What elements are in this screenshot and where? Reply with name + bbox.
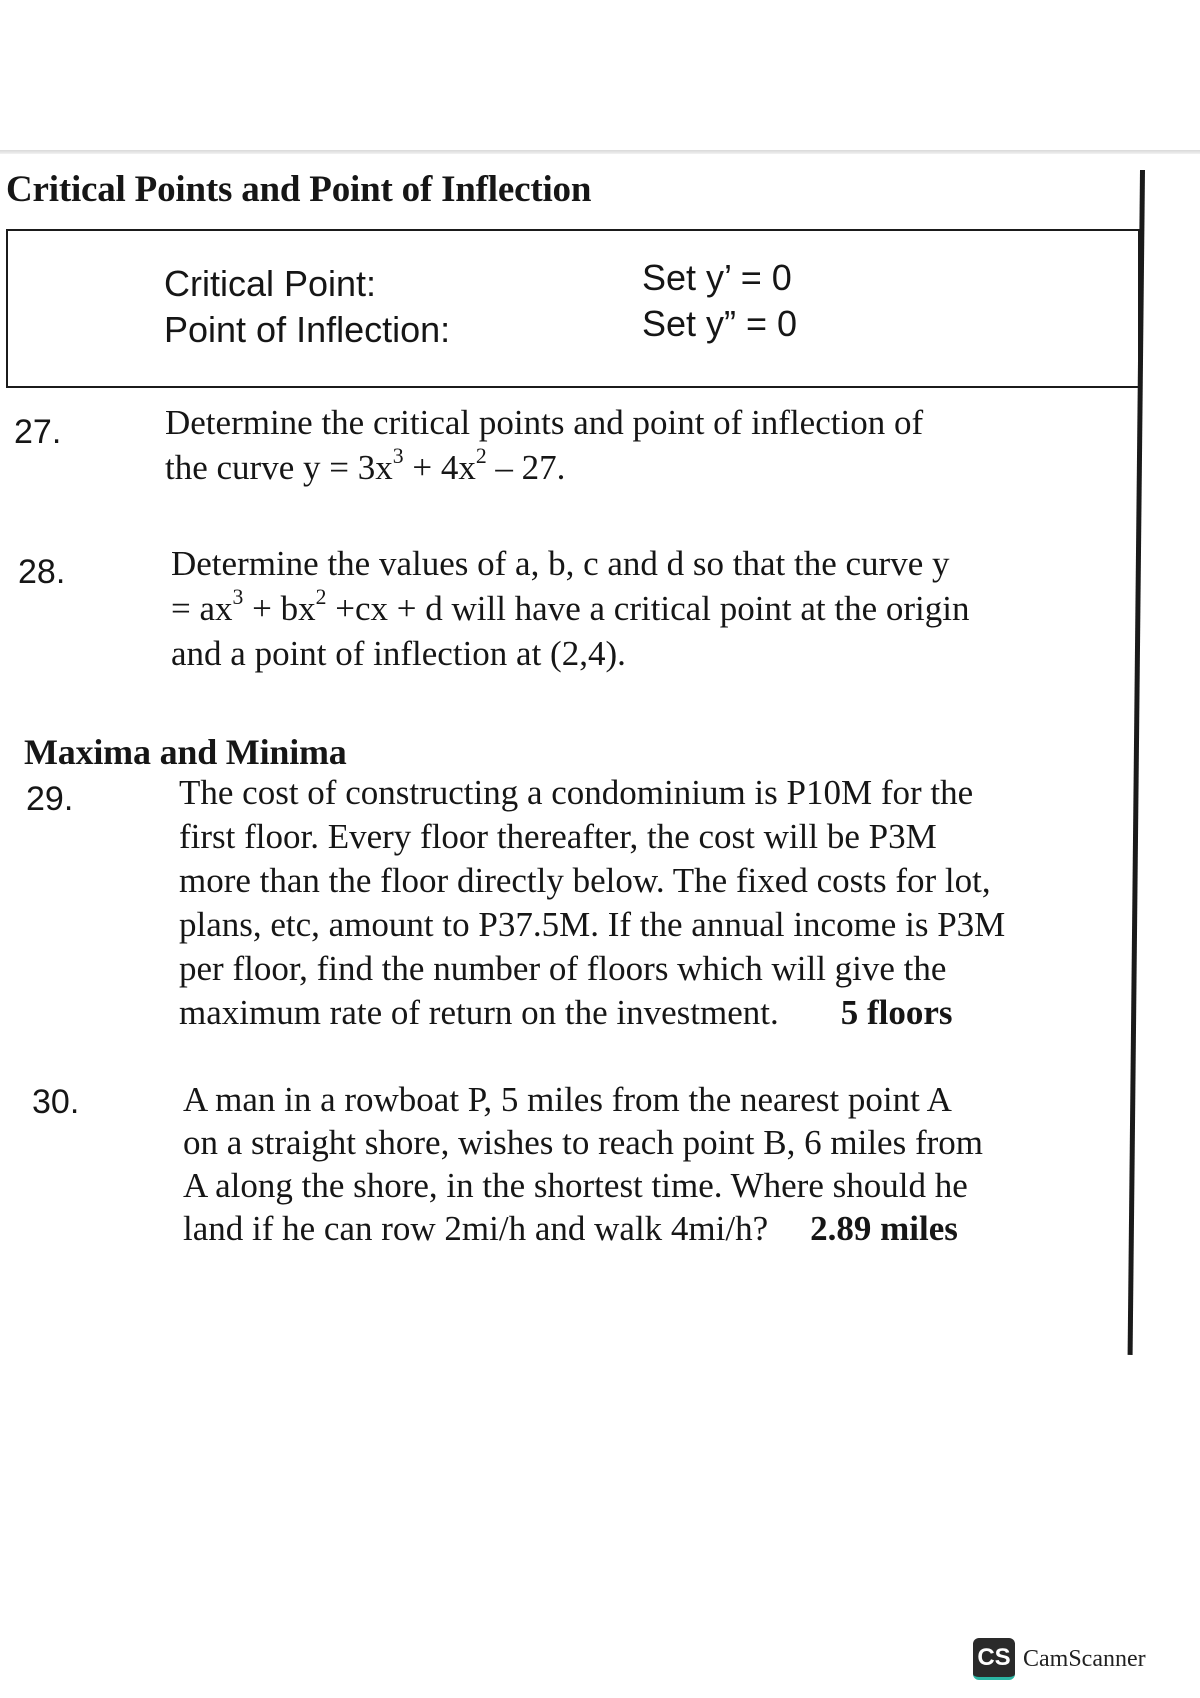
problem-28-line-2 — [171, 586, 970, 631]
problem-27-eq-part-3: – 27. — [486, 448, 566, 487]
problem-30-number: 30. — [32, 1083, 80, 1121]
inflection-point-label: Point of Inflection: — [164, 309, 451, 350]
problem-29-line-5: per floor, find the number of floors which will give the — [179, 949, 947, 988]
problem-29-last-line: maximum rate of return on the investment. — [179, 993, 779, 1032]
blank-top-margin — [0, 0, 1200, 150]
problem-29-line-2: first floor. Every floor thereafter, the cost will be P3M — [179, 817, 937, 856]
problem-27-line-1: Determine the critical points and point of inflection of — [165, 403, 924, 442]
problem-29-line-4: plans, etc, amount to P37.5M. If the annual income is P3M — [179, 905, 1006, 944]
problem-29-line-1: The cost of constructing a condominium is P10M for the — [179, 773, 974, 812]
page-top-edge — [0, 150, 1200, 154]
problem-30-line-3: A along the shore, in the shortest time. Where should he — [183, 1166, 968, 1205]
problem-30-line-4 — [183, 1207, 983, 1250]
problem-28-eq-part-2: + bx — [243, 589, 316, 628]
problem-27-line-2 — [165, 445, 923, 490]
problem-29-text — [179, 771, 1005, 1035]
problem-28-number: 28. — [18, 553, 66, 591]
critical-point-rule: Set y’ = 0 — [642, 257, 792, 298]
problem-27-number: 27. — [14, 413, 62, 451]
problem-27-eq-part-1: the curve y = 3x — [165, 448, 393, 487]
section-title-critical-points: Critical Points and Point of Inflection — [6, 169, 592, 210]
critical-point-label: Critical Point: — [164, 263, 377, 304]
inflection-point-rule: Set y” = 0 — [642, 303, 798, 344]
problem-27-eq-part-2: + 4x — [403, 448, 476, 487]
problem-29-answer: 5 floors — [840, 993, 953, 1032]
problem-28-exponent-2: 2 — [315, 585, 327, 610]
problem-28-text — [171, 541, 970, 676]
problem-30-last-line: land if he can row 2mi/h and walk 4mi/h? — [183, 1209, 769, 1248]
problem-28-eq-part-1: = ax — [171, 589, 233, 628]
problem-27-text — [165, 400, 923, 490]
problem-28-exponent-3: 3 — [232, 585, 244, 610]
problem-29-number: 29. — [26, 780, 74, 818]
problem-29-line-6 — [179, 991, 1005, 1035]
problem-28-line-3: and a point of inflection at (2,4). — [171, 634, 626, 673]
problem-29-line-3: more than the floor directly below. The fixed costs for lot, — [179, 861, 991, 900]
camscanner-logo-icon: CS — [973, 1638, 1015, 1680]
section-title-maxima-minima: Maxima and Minima — [24, 732, 347, 772]
problem-30-answer: 2.89 miles — [810, 1209, 958, 1248]
problem-27-exponent-2: 2 — [475, 444, 487, 469]
problem-30-text — [183, 1078, 983, 1250]
problem-27-exponent-3: 3 — [392, 444, 404, 469]
problem-30-line-2: on a straight shore, wishes to reach point B, 6 miles from — [183, 1123, 983, 1162]
camscanner-watermark — [973, 1638, 1146, 1680]
formula-box — [6, 229, 1140, 388]
problem-30-line-1: A man in a rowboat P, 5 miles from the nearest point A — [183, 1080, 952, 1119]
problem-28-line-1: Determine the values of a, b, c and d so that the curve y — [171, 544, 950, 583]
camscanner-text: CamScanner — [1023, 1645, 1146, 1672]
problem-28-eq-part-3: +cx + d will have a critical point at the origin — [326, 589, 970, 628]
